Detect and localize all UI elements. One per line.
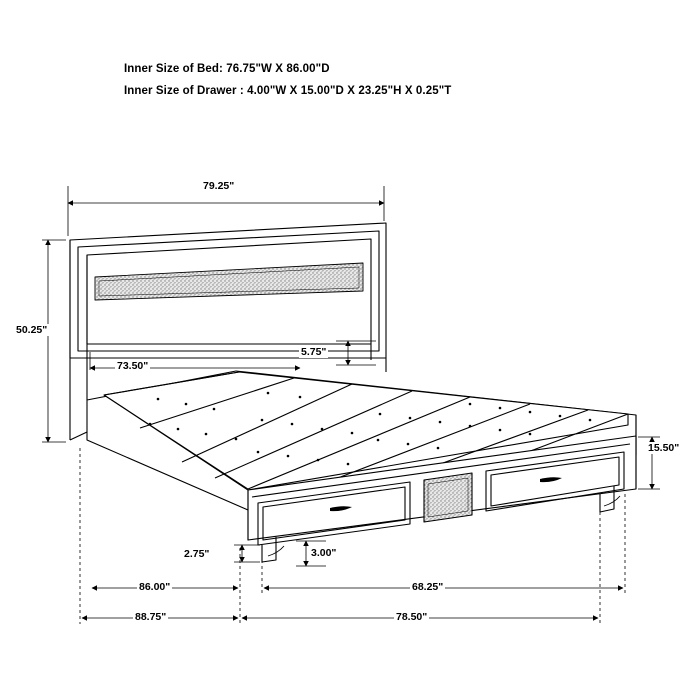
dim-headboard-width: 79.25"	[203, 180, 235, 192]
dim-panel-drop: 5.75"	[301, 346, 327, 358]
dim-drawer-clearance: 3.00"	[311, 547, 337, 559]
spec-line-bed: Inner Size of Bed: 76.75"W X 86.00"D	[124, 63, 330, 75]
dim-panel-width: 73.50"	[117, 360, 149, 372]
dim-headboard-height: 50.25"	[16, 324, 48, 336]
dim-leg-height: 2.75"	[184, 548, 210, 560]
dim-bed-depth-inner: 86.00"	[139, 581, 171, 593]
dim-footboard-height: 15.50"	[648, 442, 680, 454]
dim-bed-depth-outer: 88.75"	[135, 611, 167, 623]
dim-side-rail-length: 78.50"	[396, 611, 428, 623]
dim-drawer-span: 68.25"	[412, 581, 444, 593]
spec-line-drawer: Inner Size of Drawer : 4.00"W X 15.00"D X 23.25"H X 0.25"T	[124, 85, 452, 97]
